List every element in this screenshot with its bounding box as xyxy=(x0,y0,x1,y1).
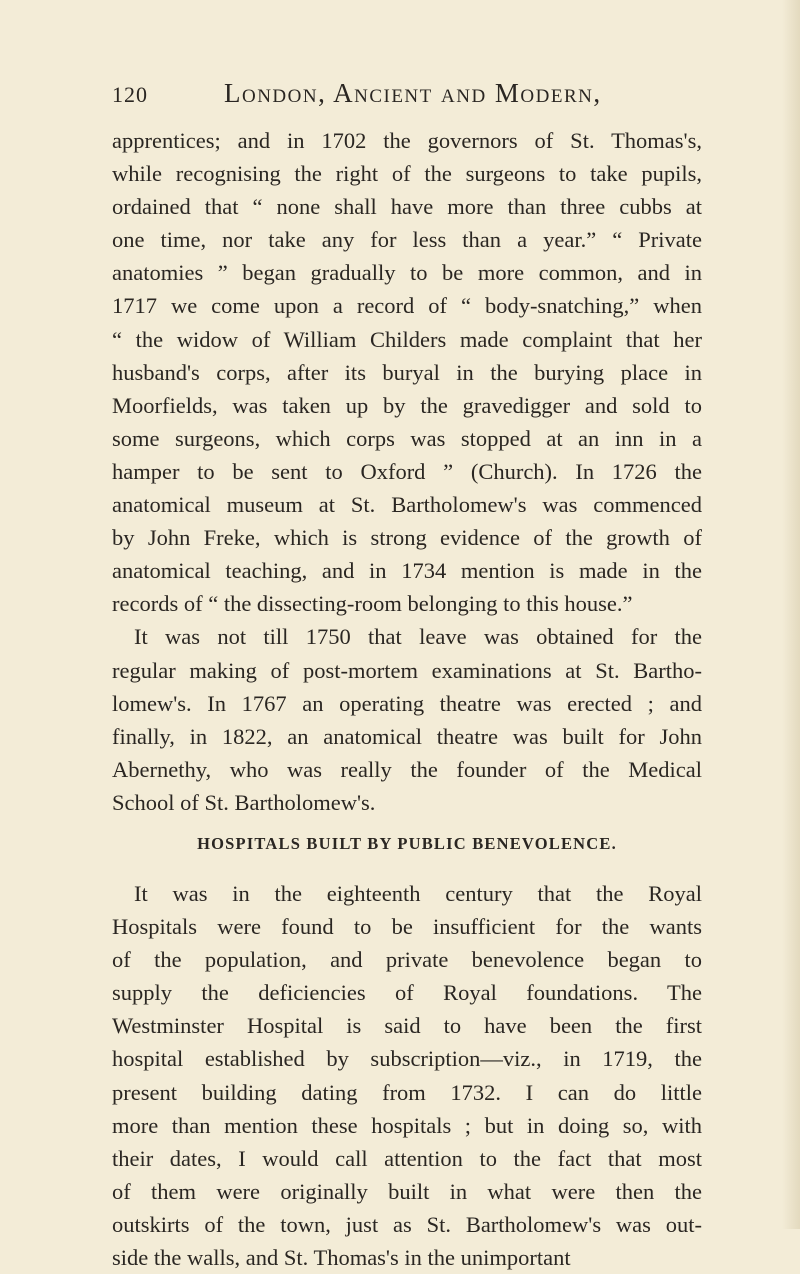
body-text xyxy=(112,124,702,1274)
text-line: Abernethy, who was really the founder of the Medical xyxy=(112,756,702,782)
text-line: hamper to be sent to Oxford ” (Church). In 1726 the xyxy=(112,458,702,484)
text-line: present building dating from 1732. I can do little xyxy=(112,1079,702,1105)
text-line: Hospitals were found to be insufficient for the wants xyxy=(112,914,702,940)
text-line: hospital established by subscription—viz., in 1719, the xyxy=(112,1046,702,1072)
paragraph-1 xyxy=(112,124,702,620)
text-line: one time, nor take any for less than a year.” “ Private xyxy=(112,227,702,253)
running-head xyxy=(112,78,712,110)
text-line: It was in the eighteenth century that the Royal xyxy=(134,880,702,906)
paragraph-3 xyxy=(112,877,702,1274)
page-edge-shadow xyxy=(782,0,800,1229)
text-line: of the population, and private benevolence began to xyxy=(112,947,702,973)
section-heading: HOSPITALS BUILT BY PUBLIC BENEVOLENCE. xyxy=(197,833,617,853)
text-line: Westminster Hospital is said to have been the first xyxy=(112,1013,702,1039)
text-line: of them were originally built in what were then the xyxy=(112,1178,702,1204)
text-line: more than mention these hospitals ; but in doing so, with xyxy=(112,1112,702,1138)
text-line: outskirts of the town, just as St. Bartholomew's was out- xyxy=(112,1211,702,1237)
text-line: regular making of post-mortem examinations at St. Bartho- xyxy=(112,657,702,683)
text-line: some surgeons, which corps was stopped at an inn in a xyxy=(112,425,702,451)
text-line: ordained that “ none shall have more than three cubbs at xyxy=(112,194,702,220)
text-line: anatomical teaching, and in 1734 mention is made in the xyxy=(112,558,702,584)
text-line: It was not till 1750 that leave was obtained for the xyxy=(134,624,702,650)
text-line: by John Freke, which is strong evidence of the growth of xyxy=(112,525,702,551)
text-line: their dates, I would call attention to the fact that most xyxy=(112,1145,702,1171)
paragraph-2 xyxy=(112,620,702,819)
text-line: 1717 we come upon a record of “ body-snatching,” when xyxy=(112,293,702,319)
text-line: lomew's. In 1767 an operating theatre was erected ; and xyxy=(112,690,702,716)
text-line: “ the widow of William Childers made complaint that her xyxy=(112,326,702,352)
text-line: husband's corps, after its buryal in the burying place in xyxy=(112,359,702,385)
text-line: side the walls, and St. Thomas's in the unimportant xyxy=(112,1245,571,1270)
text-line: while recognising the right of the surgeons to take pupils, xyxy=(112,161,702,187)
running-title: London, Ancient and Modern, xyxy=(224,78,602,108)
text-line: School of St. Bartholomew's. xyxy=(112,789,376,815)
text-line: finally, in 1822, an anatomical theatre was built for John xyxy=(112,723,702,749)
page-number: 120 xyxy=(112,82,148,107)
text-line: anatomical museum at St. Bartholomew's was commenced xyxy=(112,492,702,518)
text-line: supply the deficiencies of Royal foundations. The xyxy=(112,980,702,1006)
text-line: apprentices; and in 1702 the governors of St. Thomas's, xyxy=(112,128,702,153)
text-line: Moorfields, was taken up by the gravedigger and sold to xyxy=(112,392,702,418)
text-line: anatomies ” began gradually to be more common, and in xyxy=(112,260,702,286)
text-line: records of “ the dissecting-room belonging to this house.” xyxy=(112,591,633,617)
